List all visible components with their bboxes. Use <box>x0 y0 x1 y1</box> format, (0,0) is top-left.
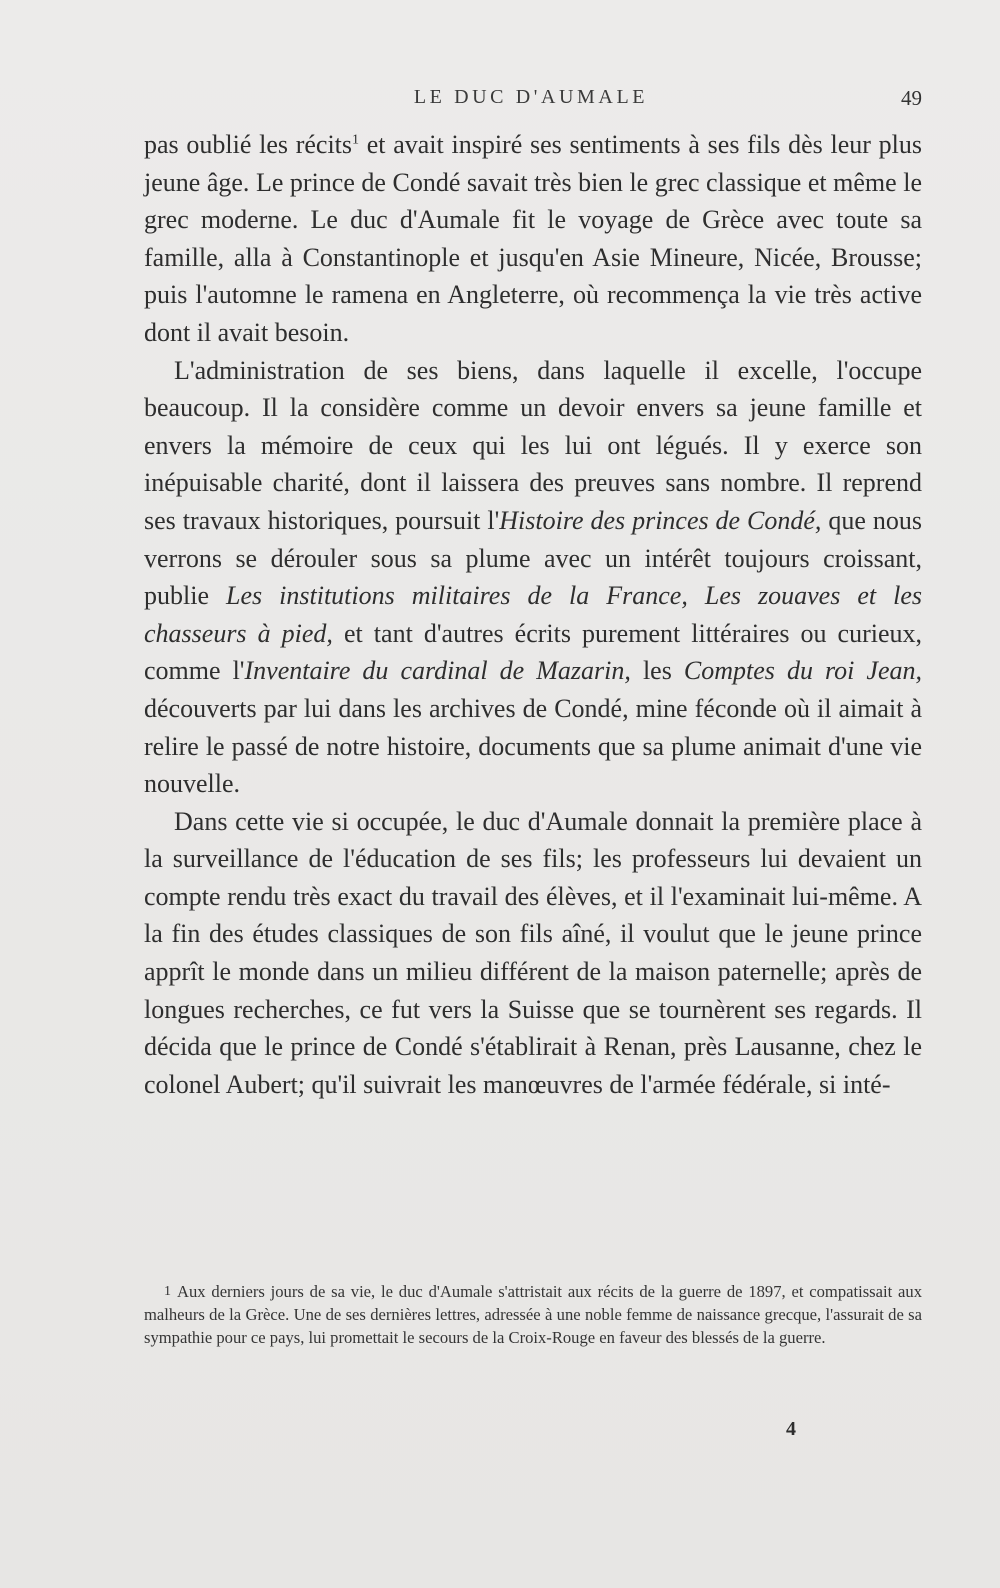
paragraph-2-text-b: que nous verrons se dérouler sous sa plume avec un intérêt toujours croissant, publie <box>144 505 922 611</box>
paragraph-2-text-e: découverts par lui dans les archives de Condé, mine féconde où il aimait à relire le passé de notre histoire, documents que sa plume animait d'une vie nouvelle. <box>144 693 922 799</box>
paragraph-2-italic-4: Comptes du roi Jean, <box>683 656 923 686</box>
signature-mark: 4 <box>786 1418 796 1440</box>
footnote-text: Aux derniers jours de sa vie, le duc d'Aumale s'attristait aux récits de la guerre de 1897, et compatissait aux malheurs de la Grèce. Une de ses dernières lettres, adressée à une noble femme de naissance grecque, l'assurait de sa sympathie pour ce pays, lui promettait le secours de la Croix-Rouge en faveur des blessés de la guerre. <box>144 1282 922 1348</box>
paragraph-1-text-b: et avait inspiré ses sentiments à ses fils dès leur plus jeune âge. Le prince de Condé savait très bien le grec classique et même le grec moderne. Le duc d'Aumale fit le voyage de Grèce avec toute sa famille, alla à Constantinople et jusqu'en Asie Mineure, Nicée, Brousse; puis l'automne le ramena en Angleterre, où recommença la vie très active dont il avait besoin. <box>144 130 922 347</box>
running-title: LE DUC D'AUMALE <box>413 86 649 108</box>
footnote <box>144 1280 922 1350</box>
paragraph-1-text-a: pas oublié les récits <box>144 130 353 159</box>
footnote-mark: 1 <box>164 1284 171 1299</box>
paragraph-3-text: Dans cette vie si occupée, le duc d'Aumale donnait la première place à la surveillance de l'éducation de ses fils; les professeurs lui devaient un compte rendu très exact du travail des élèves, et il l'examinait lui-même. A la fin des études classiques de son fils aîné, il voulut que le jeune prince apprît le monde dans un milieu différent de la maison paternelle; après de longues recherches, ce fut vers la Suisse que se tournèrent ses regards. Il décida que le prince de Condé s'établirait à Renan, près Lausanne, chez le colonel Aubert; qu'il suivrait les manœuvres de l'armée fédérale, si inté- <box>144 806 922 1099</box>
paragraph-2-text-a: L'administration de ses biens, dans laquelle il excelle, l'occupe beaucoup. Il la considère comme un devoir envers sa jeune famille et envers la mémoire de ceux qui les lui ont légués. Il y exerce son inépuisable charité, dont il laissera des preuves sans nombre. Il reprend ses travaux historiques, poursuit l' <box>144 355 922 535</box>
main-text <box>144 126 922 1103</box>
paragraph-2-italic-1: Histoire des princes de Condé, <box>499 505 822 535</box>
footnote-reference: 1 <box>352 132 360 148</box>
paragraph-2-text-d: les <box>630 656 684 686</box>
paragraph-2-italic-3: Inventaire du cardinal de Mazarin, <box>244 656 631 686</box>
page-number: 49 <box>901 86 922 110</box>
paragraph-2-italic-2: Les institutions militaires de la France, Les zouaves et les chasseurs à pied, <box>144 581 922 648</box>
paragraph-3 <box>144 803 922 1104</box>
paragraph-1 <box>144 126 922 352</box>
page-header <box>140 86 922 116</box>
paragraph-2 <box>144 352 922 803</box>
paragraph-2-text-c: et tant d'autres écrits purement littéraires ou curieux, comme l' <box>144 618 923 686</box>
